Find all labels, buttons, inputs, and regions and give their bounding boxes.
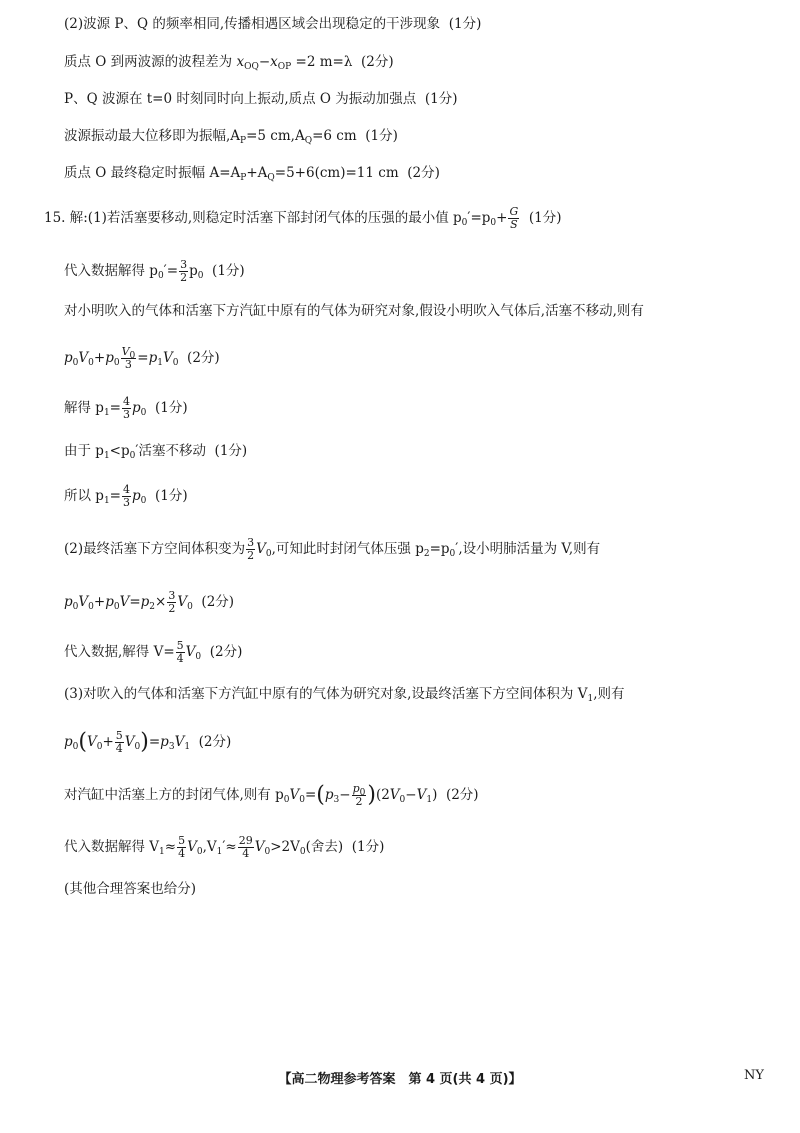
fraction-v0-3: $\frac{V_0}{3}$ [121, 345, 136, 371]
line-research-object: 对小明吹入的气体和活塞下方汽缸中原有的气体为研究对象,假设小明吹入气体后,活塞不移动,则有 [64, 303, 644, 319]
fraction-4-3: $\frac{4}{3}$ [122, 395, 130, 421]
line-amplitudes: 波源振动最大位移即为振幅$,A_P=5$ $cm,A_Q=6$ cm (1分) [64, 128, 398, 146]
line-other-answers: (其他合理答案也给分) [64, 881, 197, 897]
fraction-p0-2: $\frac{p_0}{2}$ [352, 782, 366, 808]
fraction-3-2c: $\frac{3}{2}$ [168, 589, 176, 615]
fraction-4-3b: $\frac{4}{3}$ [122, 483, 130, 509]
line-compare: 由于 $p_1<p_0'$活塞不移动 (1分) [64, 443, 248, 461]
line-final-amplitude: 质点 O 最终稳定时振幅 $A=A_P+A_Q=5+6(cm)=11$ cm (2分) [64, 165, 440, 183]
line-solve-p1: 解得 $p_1=$ $\frac{4}{3}$ $p_0$ (1分) [64, 395, 188, 421]
fraction-g-over-s: $\frac{G}{S}$ [509, 205, 519, 231]
line-final-solution: 代入数据解得 $V_1\approx$ $\frac{5}{4}$ $V_0,V_1'\approx$ $\frac{29}{4}$ $V_0>2V_0$(舍去) (1分) [64, 834, 385, 860]
fraction-3-2b: $\frac{3}{2}$ [247, 536, 255, 562]
line-conclusion-p1: 所以 $p_1=$ $\frac{4}{3}$ $p_0$ (1分) [64, 483, 188, 509]
footer-title: 【高二物理参考答案 第 4 页(共 4 页)】 [278, 1072, 522, 1087]
fraction-5-4: $\frac{5}{4}$ [176, 639, 184, 665]
equation-upper-gas: 对汽缸中活塞上方的封闭气体,则有 $p_0V_0=(p_3-$ $\frac{p_0}{2}$ )$(2V_0-V_1)$ (2分) [64, 782, 479, 808]
line-path-difference: 质点 O 到两波源的波程差为 $x_{OQ}-x_{OP} =2$ m=λ (2分) [64, 54, 394, 72]
equation-boyle-3: $p_0(V_0+$ $\frac{5}{4}$ $V_0)=p_3V_1$ (2分) [64, 729, 232, 755]
fraction-3-2: $\frac{3}{2}$ [180, 258, 188, 284]
line-part-3: (3)对吹入的气体和活塞下方汽缸中原有的气体为研究对象,设最终活塞下方空间体积为 $V_1$,则有 [64, 686, 625, 704]
footer-code: NY [744, 1068, 764, 1083]
equation-boyle-2: $p_0V_0+p_0V=p_2\times$ $\frac{3}{2}$ $V_0$ (2分) [64, 589, 235, 615]
line-interference: (2)波源 P、Q 的频率相同,传播相遇区域会出现稳定的干涉现象 (1分) [64, 16, 482, 32]
equation-boyle-1: $p_0V_0+p_0$ $\frac{V_0}{3}$ $=p_1V_0$ (2分) [64, 345, 220, 371]
line-part-2: (2)最终活塞下方空间体积变为 $\frac{3}{2}$ $V_0$,可知此时封闭气体压强 $p_2=p_0'$,设小明肺活量为 V,则有 [64, 536, 601, 562]
line-reinforcement: P、Q 波源在 t=0 时刻同时向上振动,质点 O 为振动加强点 (1分) [64, 91, 458, 107]
fraction-5-4b: $\frac{5}{4}$ [115, 729, 123, 755]
line-p0-prime: 代入数据解得 $p_0'=$ $\frac{3}{2}$ $p_0$ (1分) [64, 258, 245, 284]
question-15-intro: 15. 解:(1)若活塞要移动,则稳定时活塞下部封闭气体的压强的最小值 $p_0'=p_0+$ $\frac{G}{S}$ (1分) [44, 205, 562, 231]
line-lung-capacity: 代入数据,解得 V= $\frac{5}{4}$ $V_0$ (2分) [64, 639, 243, 665]
fraction-29-4: $\frac{29}{4}$ [238, 834, 253, 860]
fraction-5-4c: $\frac{5}{4}$ [178, 834, 186, 860]
